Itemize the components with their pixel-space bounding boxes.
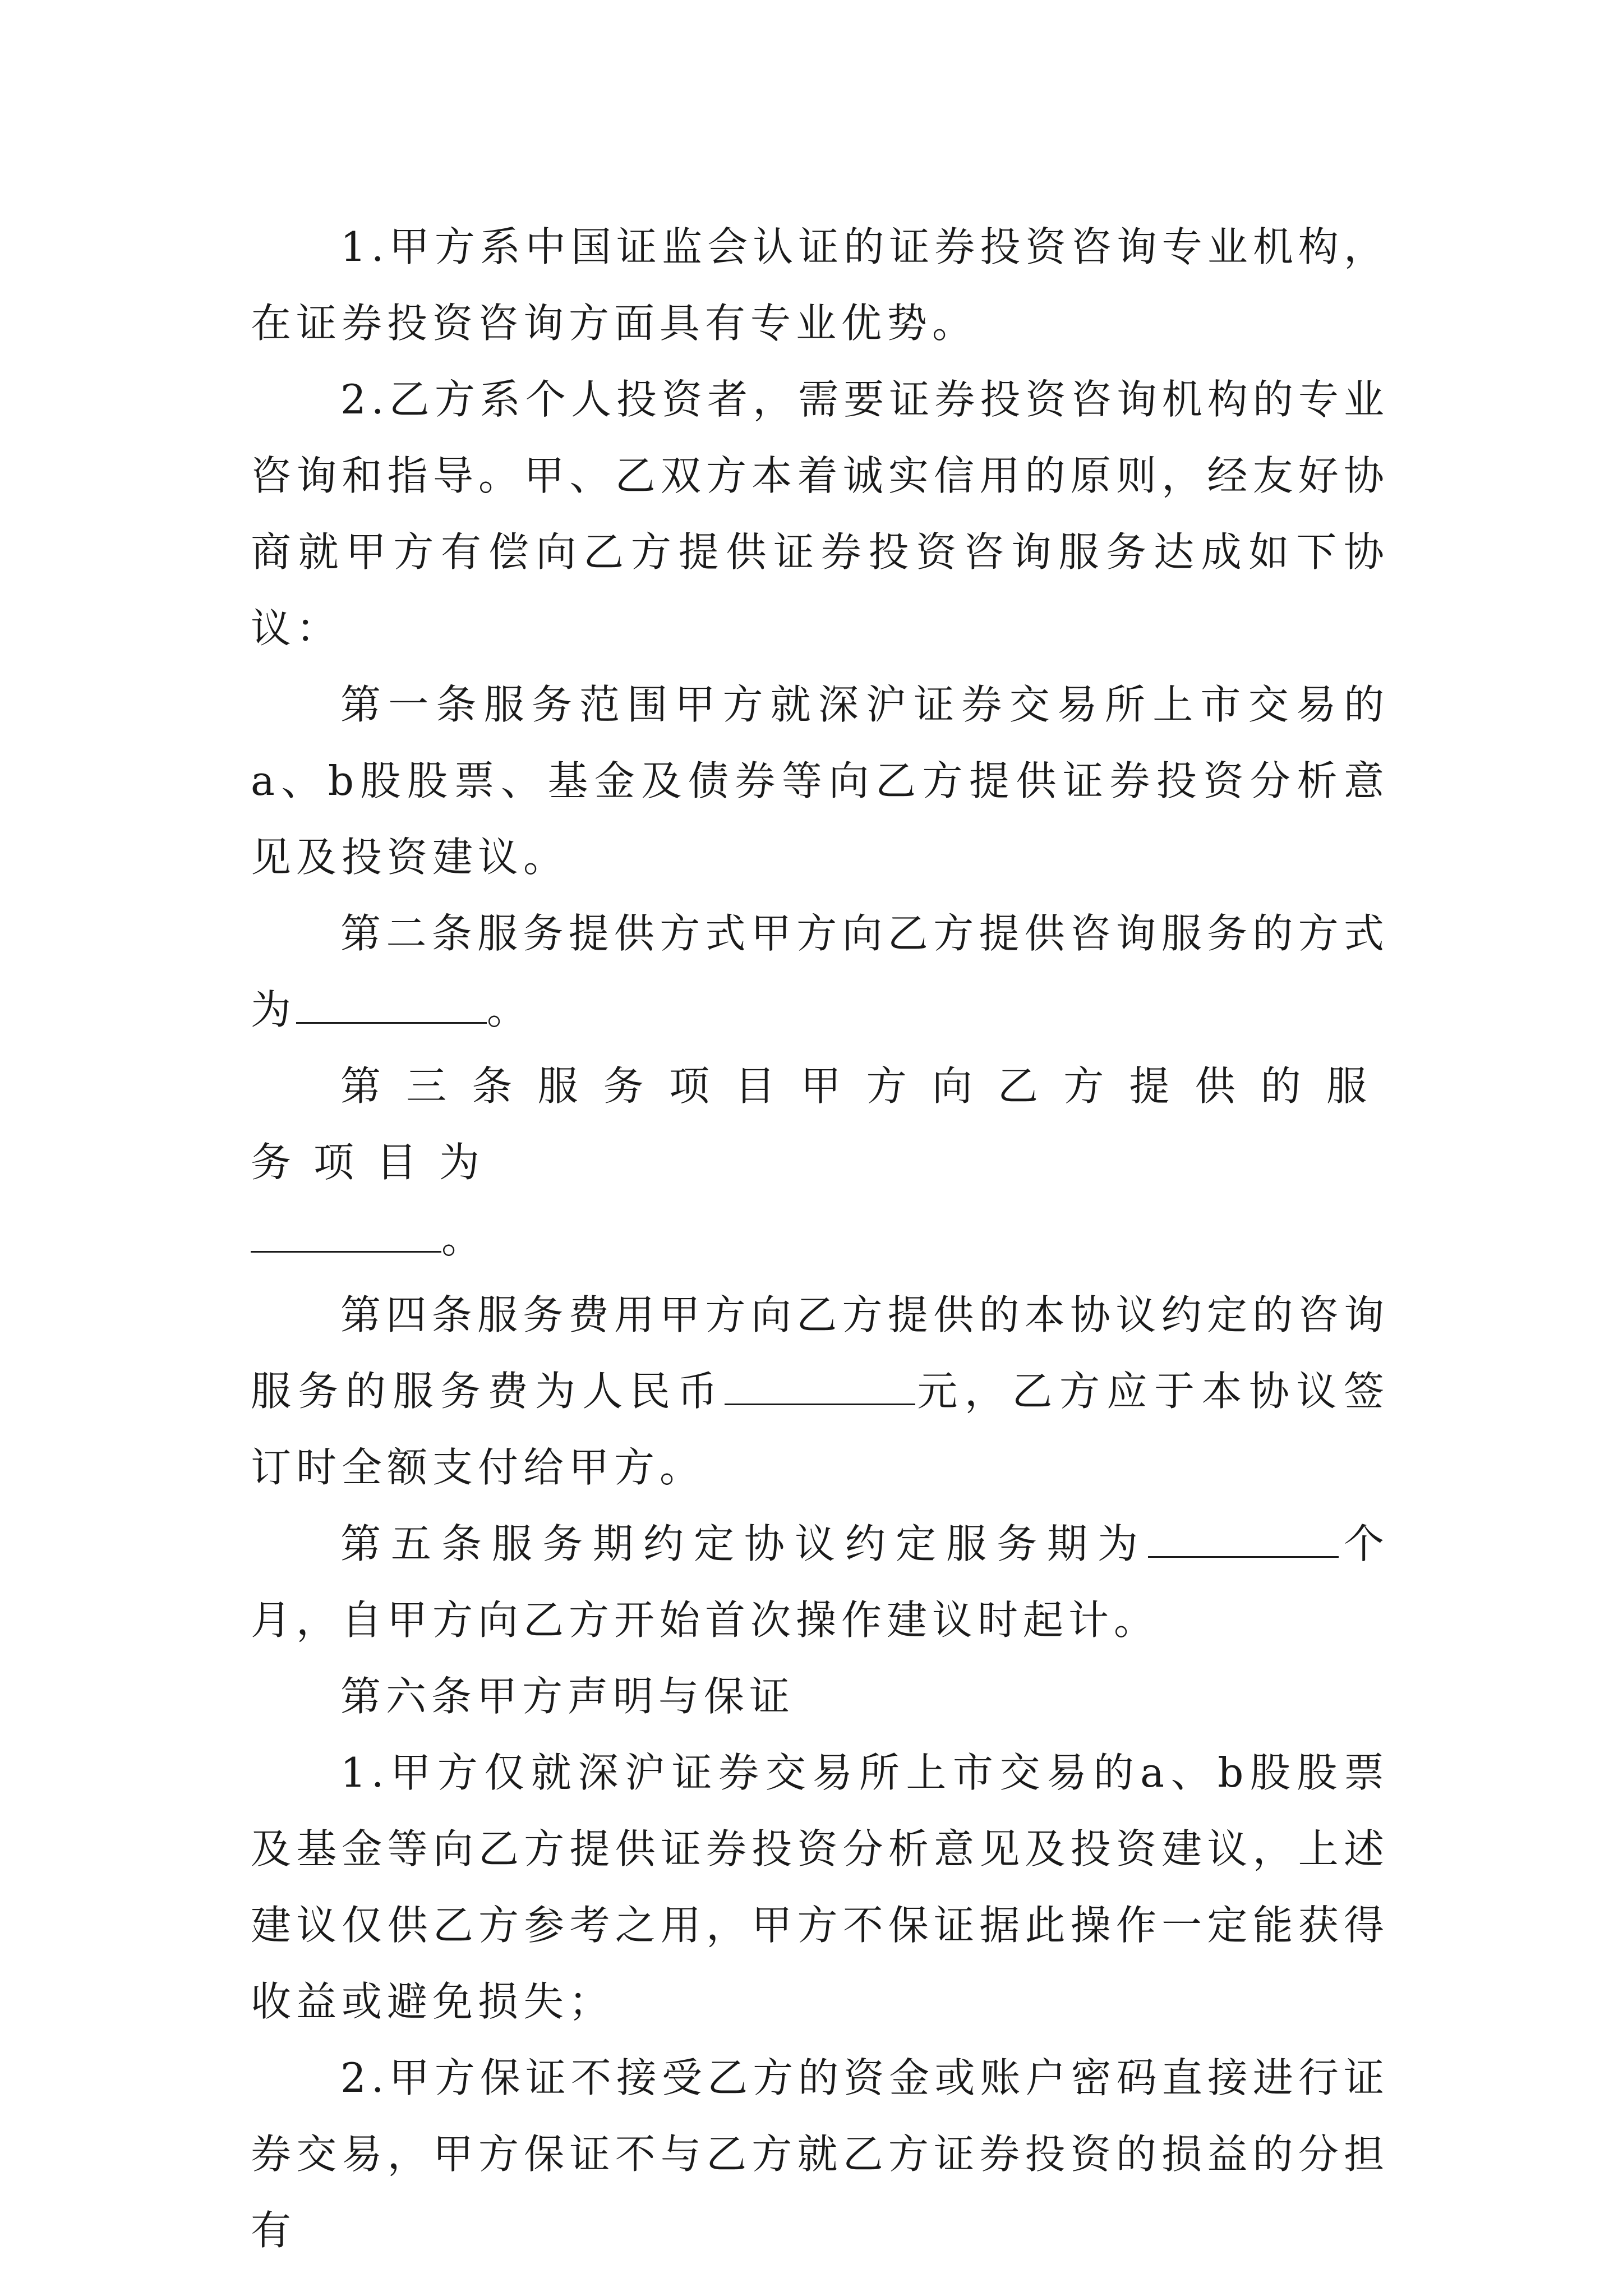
article-3-text: 第三条服务项目甲方向乙方提供的服务项目为 [251,1062,1389,1186]
paragraph-article-3 [251,1048,1389,1277]
paragraph-article-6-item-1: 1.甲方仅就深沪证券交易所上市交易的a、b股股票及基金等向乙方提供证券投资分析意见及投资建议，上述建议仅供乙方参考之用，甲方不保证据此操作一定能获得收益或避免损失； [251,1749,1389,2025]
paragraph-article-2 [251,895,1389,1048]
paragraph-1: 1.甲方系中国证监会认证的证券投资咨询专业机构，在证券投资咨询方面具有专业优势。 [251,223,1389,347]
article-5-end: 个月，自甲方向乙方开始首次操作建议时起计。 [251,1520,1389,1644]
document-body [251,209,1389,2269]
article-2-end: 。 [487,986,533,1033]
article-5-text: 第五条服务期约定协议约定服务期为 [340,1520,1148,1567]
fill-in-blank [296,988,487,1024]
paragraph-article-6-heading: 第六条甲方声明与保证 [340,1673,795,1720]
article-2-text: 第二条服务提供方式甲方向乙方提供咨询服务的方式为 [251,910,1389,1033]
paragraph-article-5 [251,1506,1389,1658]
fill-in-blank [1148,1522,1339,1558]
article-4-text: 第四条服务费用甲方向乙方提供的本协议约定的咨询服务的服务费为人民币 [251,1291,1389,1415]
paragraph-article-6-item-2: 2.甲方保证不接受乙方的资金或账户密码直接进行证券交易，甲方保证不与乙方就乙方证券投资的损益的分担有 [251,2054,1389,2254]
paragraph-article-4 [251,1277,1389,1506]
article-3-end: 。 [441,1215,487,1262]
fill-in-blank [251,1217,441,1253]
fill-in-blank [725,1370,915,1405]
paragraph-article-1: 第一条服务范围甲方就深沪证券交易所上市交易的a、b股股票、基金及债券等向乙方提供证券投资分析意见及投资建议。 [251,681,1389,881]
paragraph-2: 2.乙方系个人投资者，需要证券投资咨询机构的专业咨询和指导。甲、乙双方本着诚实信用的原则，经友好协商就甲方有偿向乙方提供证券投资咨询服务达成如下协议： [251,376,1389,652]
article-4-end: 元，乙方应于本协议签订时全额支付给甲方。 [251,1368,1389,1491]
